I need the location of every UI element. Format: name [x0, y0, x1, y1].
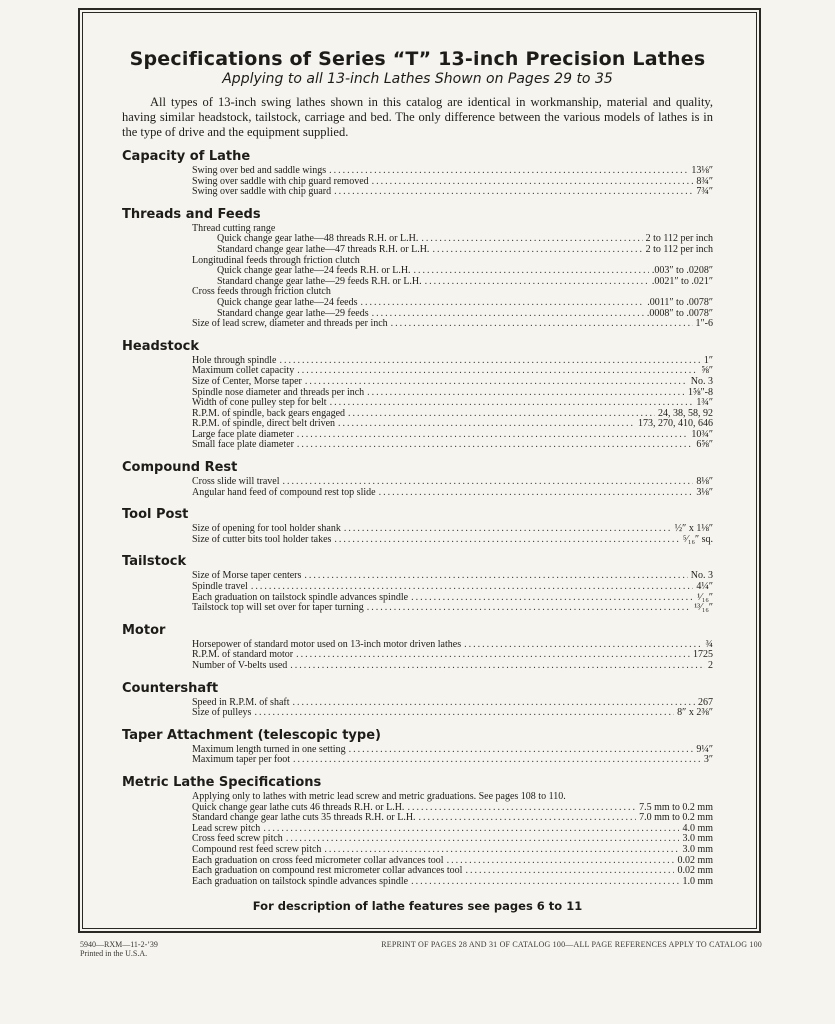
leader-dots: [367, 388, 685, 399]
spec-value: .0011″ to .0078″: [647, 296, 713, 308]
spec-value: 3.0 mm: [682, 833, 713, 845]
leader-dots: [419, 813, 637, 824]
spec-value: ¹⁄₁₆″: [697, 591, 713, 603]
spec-label: Size of opening for tool holder shank: [192, 523, 341, 535]
spec-label: Small face plate diameter: [192, 439, 294, 451]
leader-dots: [297, 430, 689, 441]
spec-label: Size of lead screw, diameter and threads per inch: [192, 318, 388, 330]
spec-row: [122, 488, 713, 499]
spec-label: Each graduation on tailstock spindle advances spindle: [192, 875, 409, 887]
spec-label: Swing over bed and saddle wings: [192, 165, 327, 176]
spec-subheading: Cross feeds through friction clutch: [192, 286, 331, 298]
spec-row: [122, 377, 713, 388]
spec-label: Size of Morse taper centers: [192, 570, 302, 582]
spec-value: 2: [708, 660, 713, 671]
spec-label: Standard change gear lathe cuts 35 threads R.H. or L.H.: [192, 812, 416, 824]
leader-dots: [372, 309, 644, 320]
leader-dots: [414, 266, 649, 277]
spec-value: ½″ x 1⅛″: [674, 523, 713, 535]
spec-row: [122, 603, 713, 614]
spec-value: 24, 38, 58, 92: [658, 407, 713, 419]
metric-applying-note: Applying only to lathes with metric lead screw and metric graduations. See pages 108 to 110.: [192, 790, 566, 802]
spec-label: R.P.M. of spindle, back gears engaged: [192, 407, 346, 419]
spec-label: R.P.M. of spindle, direct belt driven: [192, 418, 336, 430]
spec-value: No. 3: [690, 570, 713, 582]
spec-label: Standard change gear lathe—47 threads R.H. or L.H.: [217, 243, 430, 255]
motor-rows: [122, 640, 713, 672]
spec-value: 4.0 mm: [682, 822, 713, 834]
section-title-taper-attachment: Taper Attachment (telescopic type): [122, 727, 381, 743]
leader-dots: [407, 803, 636, 814]
spec-value: 267: [698, 696, 713, 708]
spec-value: ¹³⁄₁₆″: [694, 602, 713, 614]
spec-label: Hole through spindle: [192, 354, 277, 366]
spec-label: Size of cutter bits tool holder takes: [192, 533, 332, 545]
spec-label: Quick change gear lathe—24 feeds: [217, 296, 358, 308]
spec-value: 1¾″: [696, 397, 713, 409]
spec-row: [122, 298, 713, 309]
spec-row: [122, 845, 713, 856]
section-title-countershaft: Countershaft: [122, 680, 219, 696]
capacity-rows: [122, 166, 713, 198]
leader-dots: [361, 298, 645, 309]
spec-value: 3″: [703, 754, 713, 766]
spec-row: [122, 245, 713, 256]
spec-label: Spindle travel: [192, 581, 248, 593]
spec-value: 2 to 112 per inch: [645, 233, 713, 245]
spec-row: [122, 166, 713, 177]
spec-value: No. 3: [690, 375, 713, 387]
page-title: Specifications of Series “T” 13-inch Precision Lathes: [129, 48, 706, 70]
spec-value: 1.0 mm: [682, 875, 713, 887]
compound-rows: [122, 477, 713, 498]
spec-label: Maximum taper per foot: [192, 754, 291, 766]
leader-dots: [344, 524, 672, 535]
taper-rows: [122, 745, 713, 766]
leader-dots: [329, 166, 688, 177]
tailstock-rows: [122, 571, 713, 613]
spec-label: Cross feed screw pitch: [192, 833, 283, 845]
print-code: [80, 940, 158, 958]
leader-dots: [411, 593, 694, 604]
spec-sheet: [82, 12, 757, 929]
spec-label: Maximum length turned in one setting: [192, 743, 346, 755]
spec-label: Swing over saddle with chip guard: [192, 186, 332, 198]
spec-label: Each graduation on cross feed micrometer collar advances tool: [192, 854, 444, 866]
spec-row: [122, 877, 713, 888]
spec-value: 1⅝″-8: [688, 386, 713, 398]
leader-dots: [305, 377, 688, 388]
spec-row: [122, 319, 713, 330]
spec-label: Swing over saddle with chip guard removed: [192, 175, 369, 187]
spec-label: Cross slide will travel: [192, 476, 280, 488]
spec-label: Quick change gear lathe—24 feeds R.H. or L.H.: [217, 265, 411, 277]
section-title-headstock: Headstock: [122, 338, 200, 354]
leader-dots: [379, 488, 694, 499]
spec-value: 0.02 mm: [677, 865, 713, 877]
leader-dots: [425, 277, 649, 288]
spec-value: 1″-6: [695, 318, 713, 330]
spec-row: [122, 755, 713, 766]
spec-row: [122, 187, 713, 198]
spec-label: Compound rest feed screw pitch: [192, 843, 322, 855]
spec-value: 1″: [703, 354, 713, 366]
leader-dots: [411, 877, 679, 888]
spec-value: 4¼″: [696, 581, 713, 593]
spec-value: ¾: [705, 638, 713, 650]
leader-dots: [296, 650, 690, 661]
spec-label: Lead screw pitch: [192, 822, 261, 834]
leader-dots: [286, 834, 680, 845]
leader-dots: [293, 755, 701, 766]
spec-value: 10¾″: [691, 428, 713, 440]
leader-dots: [372, 177, 694, 188]
spec-subheading: Thread cutting range: [192, 222, 276, 234]
leader-dots: [254, 708, 674, 719]
leader-dots: [324, 845, 679, 856]
leader-dots: [391, 319, 693, 330]
headstock-rows: [122, 356, 713, 451]
spec-value: 8⅛″: [696, 476, 713, 488]
leader-dots: [338, 419, 635, 430]
section-title-tool-post: Tool Post: [122, 507, 189, 523]
spec-label: Large face plate diameter: [192, 428, 294, 440]
reprint-note: REPRINT OF PAGES 28 AND 31 OF CATALOG 100—ALL PAGE REFERENCES APPLY TO CATALOG 100: [381, 940, 762, 949]
threads-rows: [122, 224, 713, 330]
spec-value: 3.0 mm: [682, 843, 713, 855]
spec-label: Quick change gear lathe cuts 46 threads R.H. or L.H.: [192, 801, 405, 813]
leader-dots: [304, 571, 687, 582]
printed-in-note: Printed in the U.S.A.: [80, 949, 148, 958]
spec-label: Speed in R.P.M. of shaft: [192, 696, 290, 708]
metric-rows: [122, 792, 713, 887]
section-title-tailstock: Tailstock: [122, 554, 187, 570]
spec-label: Standard change gear lathe—29 feeds R.H. or L.H.: [217, 275, 422, 287]
spec-value: 1725: [693, 649, 713, 661]
spec-value: 7.0 mm to 0.2 mm: [639, 812, 713, 824]
leader-dots: [334, 535, 679, 546]
spec-value: 8″ x 2⅜″: [677, 707, 713, 719]
spec-row: [122, 535, 713, 546]
toolpost-rows: [122, 524, 713, 545]
spec-subheading: Longitudinal feeds through friction clutch: [192, 254, 360, 266]
leader-dots: [263, 824, 679, 835]
spec-value: 8¾″: [696, 175, 713, 187]
spec-value: 7.5 mm to 0.2 mm: [639, 801, 713, 813]
leader-dots: [367, 603, 691, 614]
features-reference: For description of lathe features see pages 6 to 11: [252, 899, 583, 914]
spec-label: Tailstock top will set over for taper turning: [192, 602, 364, 614]
leader-dots: [330, 398, 694, 409]
spec-label: Quick change gear lathe—48 threads R.H. or L.H.: [217, 233, 419, 245]
spec-value: .0021″ to .021″: [651, 275, 713, 287]
leader-dots: [447, 856, 675, 867]
print-code-number: 5940—RXM—11-2-’39: [80, 940, 158, 949]
spec-label: R.P.M. of standard motor: [192, 649, 294, 661]
spec-value: .0008″ to .0078″: [646, 307, 713, 319]
spec-row: [122, 440, 713, 451]
spec-value: 3⅛″: [696, 486, 713, 498]
section-title-threads: Threads and Feeds: [122, 206, 261, 222]
spec-value: .003″ to .0208″: [651, 265, 713, 277]
spec-value: 0.02 mm: [677, 854, 713, 866]
spec-row: [122, 661, 713, 672]
section-title-compound-rest: Compound Rest: [122, 460, 238, 476]
spec-value: 2 to 112 per inch: [645, 243, 713, 255]
leader-dots: [348, 409, 655, 420]
spec-value: 7¾″: [696, 186, 713, 198]
spec-label: Width of cone pulley step for belt: [192, 397, 327, 409]
section-title-capacity: Capacity of Lathe: [122, 149, 251, 164]
leader-dots: [421, 234, 642, 245]
leader-dots: [297, 366, 698, 377]
leader-dots: [279, 356, 700, 367]
spec-label: Horsepower of standard motor used on 13-inch motor driven lathes: [192, 638, 462, 650]
countershaft-rows: [122, 698, 713, 719]
leader-dots: [465, 866, 674, 877]
spec-label: Angular hand feed of compound rest top slide: [192, 486, 376, 498]
leader-dots: [432, 245, 642, 256]
spec-value: ⅝″: [701, 365, 713, 377]
section-title-motor: Motor: [122, 622, 166, 638]
spec-label: Size of Center, Morse taper: [192, 375, 302, 387]
spec-label: Number of V-belts used: [192, 660, 288, 671]
spec-value: 9¼″: [696, 743, 713, 755]
page-subtitle: Applying to all 13-inch Lathes Shown on Pages 29 to 35: [222, 71, 613, 87]
leader-dots: [290, 661, 705, 672]
intro-paragraph: All types of 13-inch swing lathes shown in this catalog are identical in workmanship, material and quality, having similar headstock, tailstock, carriage and bed. The only difference between the various models of lathes is in the type of drive and the equipment supplied.: [122, 95, 713, 139]
spec-row: [122, 708, 713, 719]
spec-label: Size of pulleys: [192, 707, 252, 719]
spec-label: Each graduation on tailstock spindle advances spindle: [192, 591, 409, 603]
spec-value: ⁵⁄₁₆″ sq.: [682, 533, 713, 545]
section-title-metric: Metric Lathe Specifications: [122, 774, 322, 790]
spec-label: Standard change gear lathe—29 feeds: [217, 307, 369, 319]
leader-dots: [334, 187, 693, 198]
spec-value: 13⅛″: [691, 165, 713, 176]
leader-dots: [464, 640, 702, 651]
leader-dots: [349, 745, 694, 756]
spec-label: Maximum collet capacity: [192, 365, 295, 377]
spec-label: Spindle nose diameter and threads per inch: [192, 386, 365, 398]
leader-dots: [297, 440, 693, 451]
spec-value: 6⅝″: [696, 439, 713, 451]
spec-label: Each graduation on compound rest micrometer collar advances tool: [192, 865, 463, 877]
spec-value: 173, 270, 410, 646: [638, 418, 713, 430]
leader-dots: [293, 698, 696, 709]
